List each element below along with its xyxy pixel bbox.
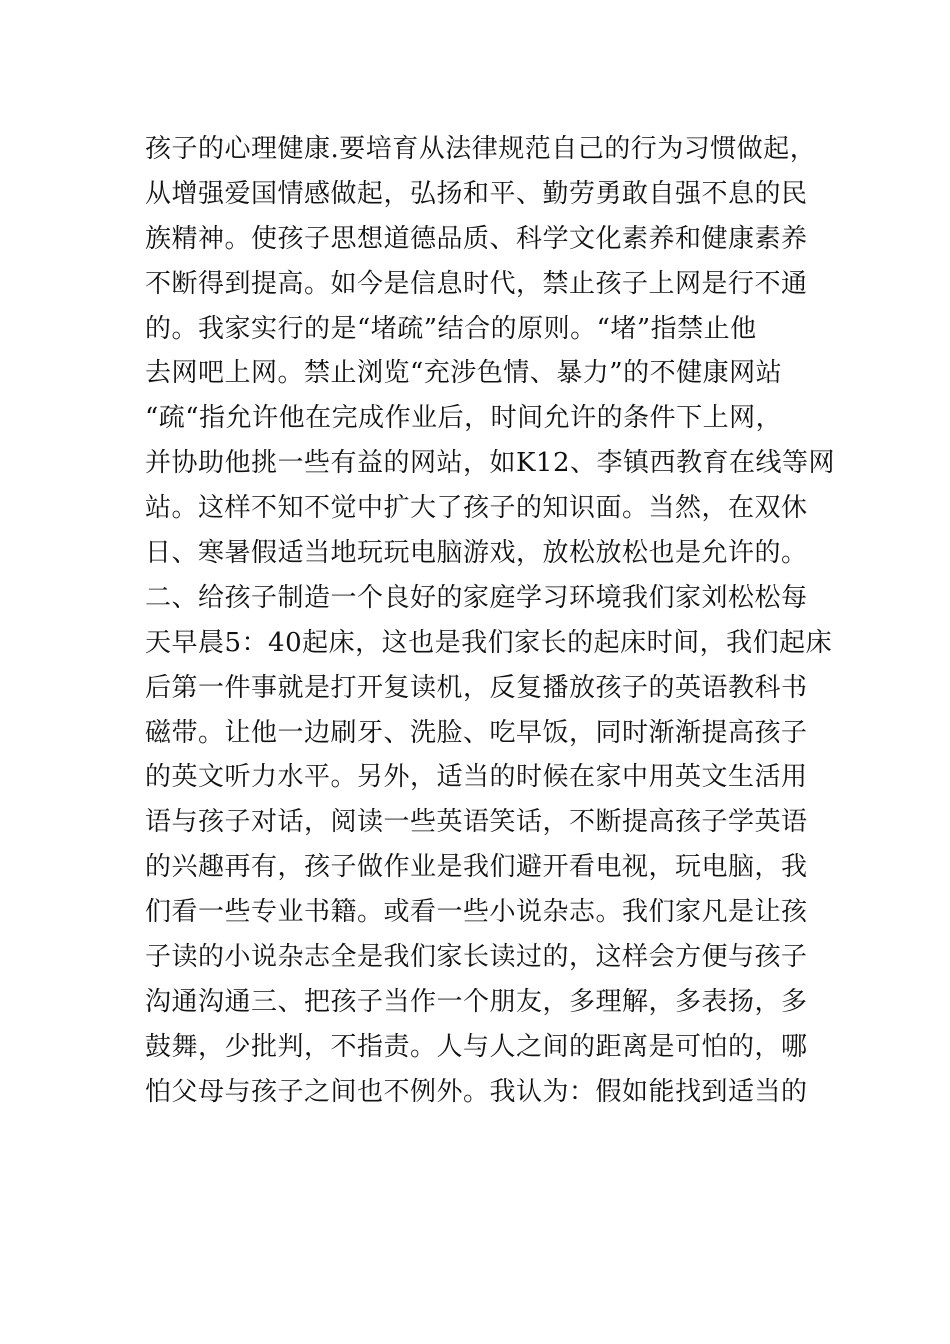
text-line: 站。这样不知不觉中扩大了孩子的知识面。当然，在双休	[145, 493, 808, 524]
text-line: 不断得到提高。如今是信息时代，禁止孩子上网是行不通	[145, 268, 808, 299]
text-line: 后第一件事就是打开复读机，反复播放孩子的英语教科书	[145, 672, 808, 703]
text-line: 日、寒暑假适当地玩玩电脑游戏，放松放松也是允许的。	[145, 538, 808, 569]
text-line: 的英文听力水平。另外，适当的时候在家中用英文生活用	[145, 762, 808, 793]
text-line: 并协助他挑一些有益的网站，如K12、李镇西教育在线等网	[145, 448, 836, 479]
text-line: 去网吧上网。禁止浏览“充涉色情、暴力”的不健康网站	[145, 358, 783, 389]
text-line: 从增强爱国情感做起，弘扬和平、勤劳勇敢自强不息的民	[145, 178, 808, 209]
text-line: 磁带。让他一边刷牙、洗脸、吃早饭，同时渐渐提高孩子	[145, 717, 808, 748]
text-line: 的。我家实行的是“堵疏”结合的原则。“堵”指禁止他	[145, 313, 757, 344]
text-line: “疏“指允许他在完成作业后，时间允许的条件下上网，	[145, 403, 783, 434]
text-line: 孩子的心理健康.要培育从法律规范自己的行为习惯做起，	[145, 134, 817, 164]
text-line: 族精神。使孩子思想道德品质、科学文化素养和健康素养	[145, 223, 808, 254]
text-line: 语与孩子对话，阅读一些英语笑话，不断提高孩子学英语	[145, 807, 808, 838]
text-line: 沟通沟通三、把孩子当作一个朋友，多理解，多表扬，多	[145, 986, 808, 1017]
text-line: 鼓舞，少批判，不指责。人与人之间的距离是可怕的，哪	[145, 1031, 808, 1062]
body-text	[145, 127, 836, 1115]
text-line: 子读的小说杂志全是我们家长读过的，这样会方便与孩子	[145, 942, 808, 973]
text-line: 天早晨5：40起床，这也是我们家长的起床时间，我们起床	[145, 627, 833, 658]
text-line: 的兴趣再有，孩子做作业是我们避开看电视，玩电脑，我	[145, 852, 808, 883]
text-line: 怕父母与孩子之间也不例外。我认为：假如能找到适当的	[145, 1076, 808, 1107]
text-line: 二、给孩子制造一个良好的家庭学习环境我们家刘松松每	[145, 582, 808, 613]
text-line: 们看一些专业书籍。或看一些小说杂志。我们家凡是让孩	[145, 897, 808, 928]
